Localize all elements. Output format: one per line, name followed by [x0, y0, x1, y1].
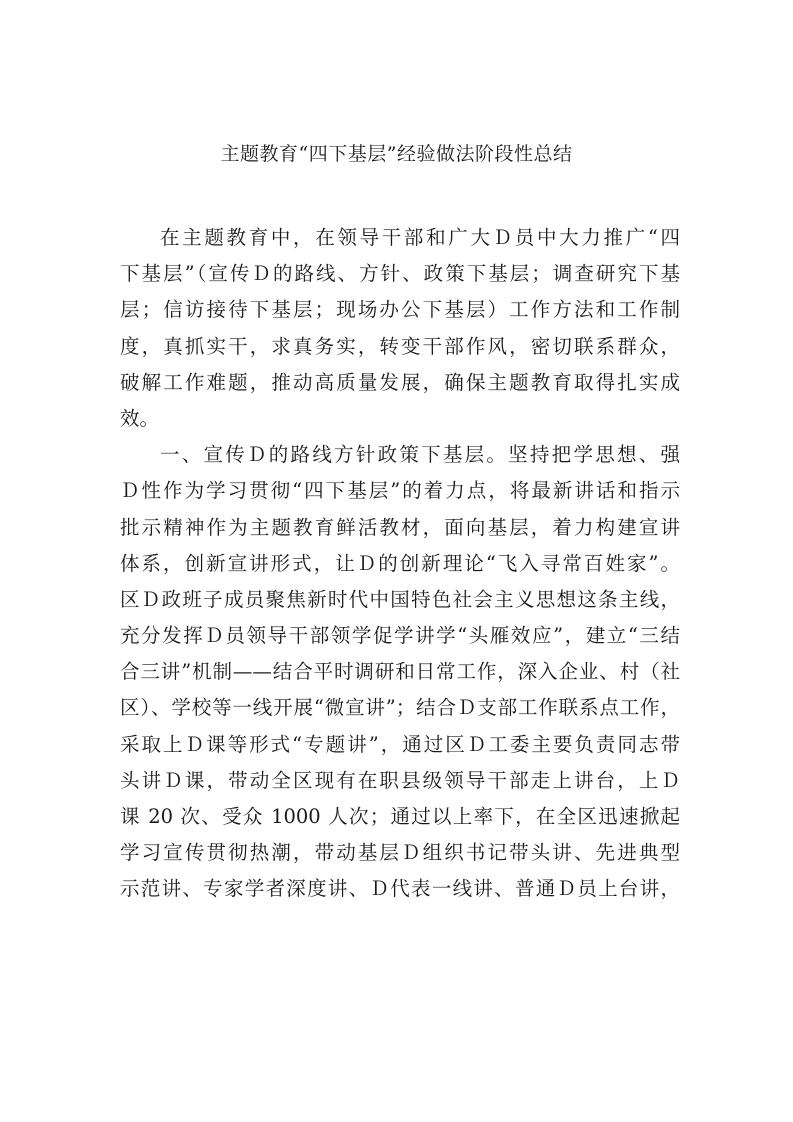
text-line: 头讲Ｄ课，带动全区现有在职县级领导干部走上讲台，上Ｄ: [120, 768, 680, 792]
text-line: 度，真抓实干，求真务实，转变干部作风，密切联系群众，: [120, 334, 680, 358]
text-line: 学习宣传贯彻热潮，带动基层Ｄ组织书记带头讲、先进典型: [120, 841, 680, 865]
text-line: 下基层”（宣传Ｄ的路线、方针、政策下基层；调查研究下基: [120, 262, 680, 286]
text-line: 采取上Ｄ课等形式“专题讲”，通过区Ｄ工委主要负责同志带: [120, 732, 680, 756]
text-line: 效。: [120, 406, 160, 430]
text-line: 课 20 次、受众 1000 人次；通过以上率下，在全区迅速掀起: [120, 805, 680, 828]
text-line: 破解工作难题，推动高质量发展，确保主题教育取得扎实成: [120, 370, 680, 394]
text-line: 区）、学校等一线开展“微宣讲”；结合Ｄ支部工作联系点工作，: [120, 696, 680, 720]
document-body: [120, 220, 680, 908]
text-line: 一、宣传Ｄ的路线方针政策下基层。坚持把学思想、强: [160, 443, 680, 467]
text-line: 示范讲、专家学者深度讲、Ｄ代表一线讲、普通Ｄ员上台讲，: [120, 877, 680, 901]
text-line: 在主题教育中，在领导干部和广大Ｄ员中大力推广“四: [160, 226, 680, 249]
text-line: 区Ｄ政班子成员聚焦新时代中国特色社会主义思想这条主线，: [120, 587, 680, 611]
text-line: 批示精神作为主题教育鲜活教材，面向基层，着力构建宣讲: [120, 515, 680, 539]
text-line: 体系，创新宣讲形式，让Ｄ的创新理论“飞入寻常百姓家”。: [120, 551, 680, 575]
text-line: 层；信访接待下基层；现场办公下基层）工作方法和工作制: [120, 298, 680, 322]
text-line: Ｄ性作为学习贯彻“四下基层”的着力点，将最新讲话和指示: [120, 479, 680, 503]
text-line: 充分发挥Ｄ员领导干部领学促学讲学“头雁效应”，建立“三结: [120, 624, 680, 648]
text-line: 合三讲”机制——结合平时调研和日常工作，深入企业、村（社: [120, 660, 680, 684]
page-title: 主题教育“四下基层”经验做法阶段性总结: [220, 143, 573, 165]
